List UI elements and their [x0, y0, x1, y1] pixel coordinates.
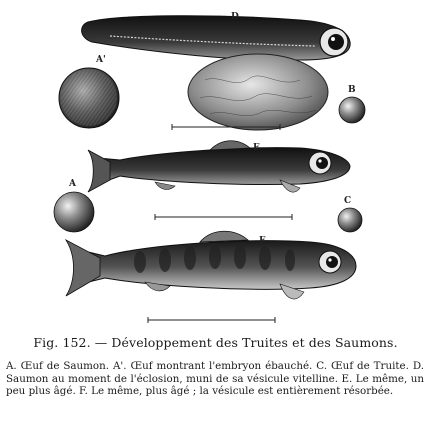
caption-title: Fig. 152. — Développement des Truites et des Saumons. [33, 335, 398, 350]
egg-b [339, 97, 365, 123]
label-b: B [348, 85, 356, 95]
egg-a [54, 192, 94, 232]
label-d: D [231, 12, 239, 22]
scale-bar-f [148, 317, 275, 323]
caption-body: A. Œuf de Saumon. A'. Œuf montrant l'embryon ébauché. C. Œuf de Truite. D. Saumon au moment de l'éclosion, muni de sa vésicule vitelline. E. Le même, un peu plus âgé. F. Le même, plus âgé ; la vésicule est entièrement résorbée. [6, 360, 424, 397]
egg-c [338, 208, 362, 232]
label-c: C [344, 196, 352, 206]
larva-with-yolk-sac [82, 16, 351, 130]
label-e: E [253, 143, 260, 153]
older-fish-f [66, 231, 356, 299]
label-a: A [69, 179, 76, 189]
label-f: F [259, 236, 266, 246]
scale-bar-e [155, 214, 292, 220]
egg-with-embryo [59, 68, 119, 128]
young-fish-e [88, 141, 350, 192]
label-a-prime: A' [96, 55, 106, 65]
